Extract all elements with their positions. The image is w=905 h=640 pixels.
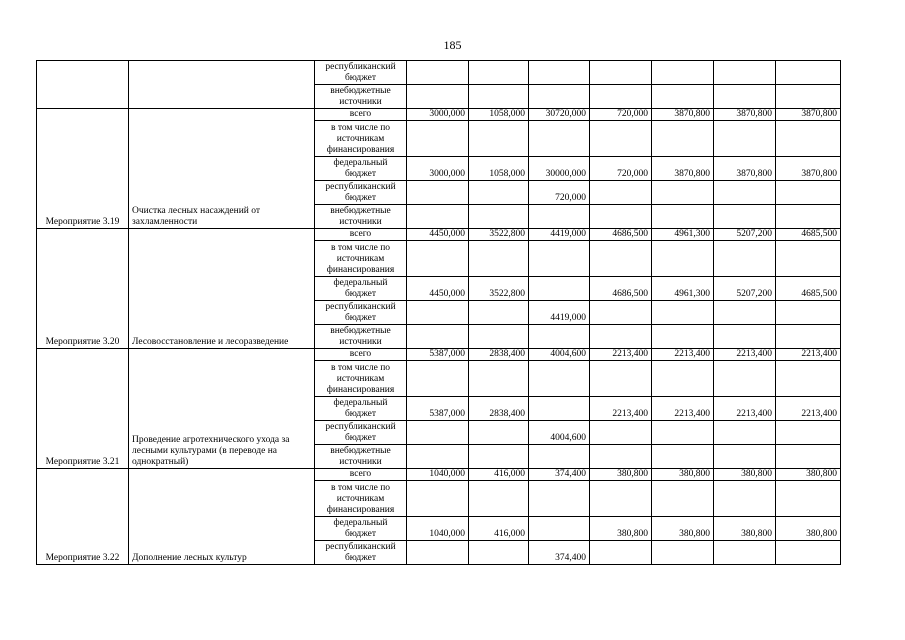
value-cell: 2838,400	[469, 349, 529, 361]
value-cell	[407, 481, 469, 517]
value-cell	[714, 85, 776, 109]
value-cell	[469, 241, 529, 277]
measure-code: Мероприятие 3.20	[37, 229, 129, 349]
table-body	[37, 61, 841, 565]
value-cell: 4450,000	[407, 277, 469, 301]
value-cell	[407, 241, 469, 277]
value-cell	[529, 205, 590, 229]
table-row	[37, 349, 841, 361]
value-cell	[529, 121, 590, 157]
source-cell: в том числе по источникам финансирования	[315, 361, 407, 397]
value-cell: 4686,500	[590, 229, 652, 241]
value-cell: 3000,000	[407, 157, 469, 181]
value-cell: 4004,600	[529, 421, 590, 445]
value-cell	[652, 325, 714, 349]
value-cell	[529, 241, 590, 277]
value-cell	[590, 181, 652, 205]
value-cell	[407, 205, 469, 229]
value-cell	[469, 445, 529, 469]
value-cell: 380,800	[714, 469, 776, 481]
value-cell	[469, 61, 529, 85]
value-cell: 30000,000	[529, 157, 590, 181]
value-cell: 380,800	[652, 469, 714, 481]
value-cell	[407, 301, 469, 325]
value-cell: 3870,800	[652, 157, 714, 181]
value-cell	[714, 325, 776, 349]
value-cell	[652, 121, 714, 157]
measure-name: Проведение агротехнического ухода за лесными культурами (в переводе на однократный)	[129, 349, 315, 469]
value-cell: 4961,300	[652, 229, 714, 241]
value-cell	[590, 445, 652, 469]
value-cell	[652, 85, 714, 109]
source-cell: всего	[315, 229, 407, 241]
source-cell: всего	[315, 109, 407, 121]
value-cell: 4419,000	[529, 301, 590, 325]
value-cell	[469, 181, 529, 205]
source-cell: внебюджетные источники	[315, 85, 407, 109]
value-cell: 2213,400	[776, 397, 841, 421]
source-cell: всего	[315, 469, 407, 481]
source-cell: внебюджетные источники	[315, 445, 407, 469]
value-cell	[714, 205, 776, 229]
value-cell	[776, 541, 841, 565]
value-cell: 374,400	[529, 541, 590, 565]
value-cell	[776, 421, 841, 445]
value-cell	[590, 241, 652, 277]
value-cell	[776, 181, 841, 205]
value-cell: 2213,400	[714, 397, 776, 421]
table-row	[37, 109, 841, 121]
source-cell: федеральный бюджет	[315, 397, 407, 421]
value-cell	[714, 541, 776, 565]
value-cell	[776, 241, 841, 277]
value-cell: 2213,400	[652, 397, 714, 421]
value-cell: 380,800	[590, 469, 652, 481]
measure-code-cell	[37, 61, 129, 109]
value-cell	[590, 121, 652, 157]
budget-table	[36, 60, 841, 565]
value-cell	[469, 421, 529, 445]
value-cell: 30720,000	[529, 109, 590, 121]
value-cell	[714, 241, 776, 277]
value-cell	[714, 445, 776, 469]
value-cell	[652, 421, 714, 445]
value-cell	[529, 445, 590, 469]
value-cell: 380,800	[652, 517, 714, 541]
value-cell	[407, 541, 469, 565]
value-cell: 380,800	[590, 517, 652, 541]
value-cell	[469, 541, 529, 565]
source-cell: федеральный бюджет	[315, 277, 407, 301]
value-cell: 5387,000	[407, 397, 469, 421]
value-cell	[652, 481, 714, 517]
value-cell	[590, 205, 652, 229]
page-number: 185	[443, 38, 462, 52]
value-cell: 4685,500	[776, 229, 841, 241]
value-cell	[652, 181, 714, 205]
value-cell: 3870,800	[714, 109, 776, 121]
value-cell	[469, 361, 529, 397]
value-cell	[590, 541, 652, 565]
table-row	[37, 61, 841, 85]
measure-code: Мероприятие 3.19	[37, 109, 129, 229]
value-cell: 1058,000	[469, 157, 529, 181]
source-cell: в том числе по источникам финансирования	[315, 241, 407, 277]
value-cell	[776, 121, 841, 157]
value-cell	[590, 481, 652, 517]
value-cell: 1058,000	[469, 109, 529, 121]
source-cell: республиканский бюджет	[315, 421, 407, 445]
value-cell	[529, 361, 590, 397]
value-cell	[407, 325, 469, 349]
value-cell	[529, 61, 590, 85]
value-cell	[529, 277, 590, 301]
value-cell: 720,000	[590, 157, 652, 181]
value-cell	[469, 481, 529, 517]
value-cell	[407, 61, 469, 85]
value-cell: 380,800	[714, 517, 776, 541]
value-cell: 4419,000	[529, 229, 590, 241]
source-cell: внебюджетные источники	[315, 205, 407, 229]
value-cell: 4961,300	[652, 277, 714, 301]
value-cell: 3870,800	[652, 109, 714, 121]
value-cell: 5387,000	[407, 349, 469, 361]
value-cell	[776, 61, 841, 85]
value-cell	[590, 325, 652, 349]
value-cell	[469, 325, 529, 349]
value-cell	[407, 121, 469, 157]
value-cell	[776, 481, 841, 517]
value-cell	[469, 85, 529, 109]
value-cell	[714, 61, 776, 85]
value-cell	[776, 445, 841, 469]
value-cell	[714, 121, 776, 157]
value-cell	[590, 85, 652, 109]
value-cell: 4450,000	[407, 229, 469, 241]
value-cell	[652, 445, 714, 469]
value-cell: 4686,500	[590, 277, 652, 301]
value-cell	[652, 541, 714, 565]
value-cell	[407, 421, 469, 445]
value-cell: 416,000	[469, 469, 529, 481]
source-cell: федеральный бюджет	[315, 517, 407, 541]
value-cell: 3000,000	[407, 109, 469, 121]
value-cell: 1040,000	[407, 517, 469, 541]
value-cell	[407, 445, 469, 469]
value-cell: 2213,400	[776, 349, 841, 361]
value-cell	[652, 205, 714, 229]
table-row	[37, 469, 841, 481]
value-cell	[529, 517, 590, 541]
value-cell	[714, 421, 776, 445]
source-cell: республиканский бюджет	[315, 541, 407, 565]
value-cell	[776, 205, 841, 229]
value-cell: 720,000	[590, 109, 652, 121]
value-cell	[469, 301, 529, 325]
measure-code: Мероприятие 3.21	[37, 349, 129, 469]
value-cell: 2213,400	[652, 349, 714, 361]
value-cell: 3522,800	[469, 277, 529, 301]
value-cell	[590, 61, 652, 85]
measure-name-cell	[129, 61, 315, 109]
value-cell: 5207,200	[714, 229, 776, 241]
measure-name: Очистка лесных насаждений от захламленности	[129, 109, 315, 229]
value-cell	[776, 85, 841, 109]
table-row	[37, 229, 841, 241]
value-cell: 2213,400	[714, 349, 776, 361]
value-cell	[590, 421, 652, 445]
value-cell	[407, 85, 469, 109]
value-cell: 5207,200	[714, 277, 776, 301]
value-cell: 3870,800	[776, 109, 841, 121]
source-cell: в том числе по источникам финансирования	[315, 121, 407, 157]
value-cell: 2838,400	[469, 397, 529, 421]
value-cell	[529, 85, 590, 109]
value-cell: 380,800	[776, 469, 841, 481]
value-cell	[469, 205, 529, 229]
value-cell	[776, 301, 841, 325]
value-cell: 3522,800	[469, 229, 529, 241]
value-cell	[590, 361, 652, 397]
value-cell: 4685,500	[776, 277, 841, 301]
value-cell	[529, 481, 590, 517]
value-cell: 4004,600	[529, 349, 590, 361]
value-cell	[529, 325, 590, 349]
value-cell: 2213,400	[590, 397, 652, 421]
value-cell	[469, 121, 529, 157]
measure-code: Мероприятие 3.22	[37, 469, 129, 565]
value-cell	[652, 241, 714, 277]
source-cell: республиканский бюджет	[315, 61, 407, 85]
source-cell: федеральный бюджет	[315, 157, 407, 181]
value-cell: 1040,000	[407, 469, 469, 481]
source-cell: внебюджетные источники	[315, 325, 407, 349]
value-cell: 3870,800	[714, 157, 776, 181]
value-cell	[652, 301, 714, 325]
source-cell: в том числе по источникам финансирования	[315, 481, 407, 517]
value-cell	[776, 361, 841, 397]
value-cell	[407, 361, 469, 397]
value-cell: 3870,800	[776, 157, 841, 181]
value-cell	[776, 325, 841, 349]
value-cell: 416,000	[469, 517, 529, 541]
value-cell	[714, 301, 776, 325]
value-cell	[714, 181, 776, 205]
value-cell	[714, 481, 776, 517]
value-cell	[529, 397, 590, 421]
value-cell: 380,800	[776, 517, 841, 541]
source-cell: республиканский бюджет	[315, 301, 407, 325]
value-cell: 374,400	[529, 469, 590, 481]
measure-name: Дополнение лесных культур	[129, 469, 315, 565]
value-cell	[652, 361, 714, 397]
value-cell	[714, 361, 776, 397]
value-cell	[652, 61, 714, 85]
value-cell: 2213,400	[590, 349, 652, 361]
value-cell	[590, 301, 652, 325]
value-cell	[407, 181, 469, 205]
value-cell: 720,000	[529, 181, 590, 205]
measure-name: Лесовосстановление и лесоразведение	[129, 229, 315, 349]
source-cell: всего	[315, 349, 407, 361]
source-cell: республиканский бюджет	[315, 181, 407, 205]
